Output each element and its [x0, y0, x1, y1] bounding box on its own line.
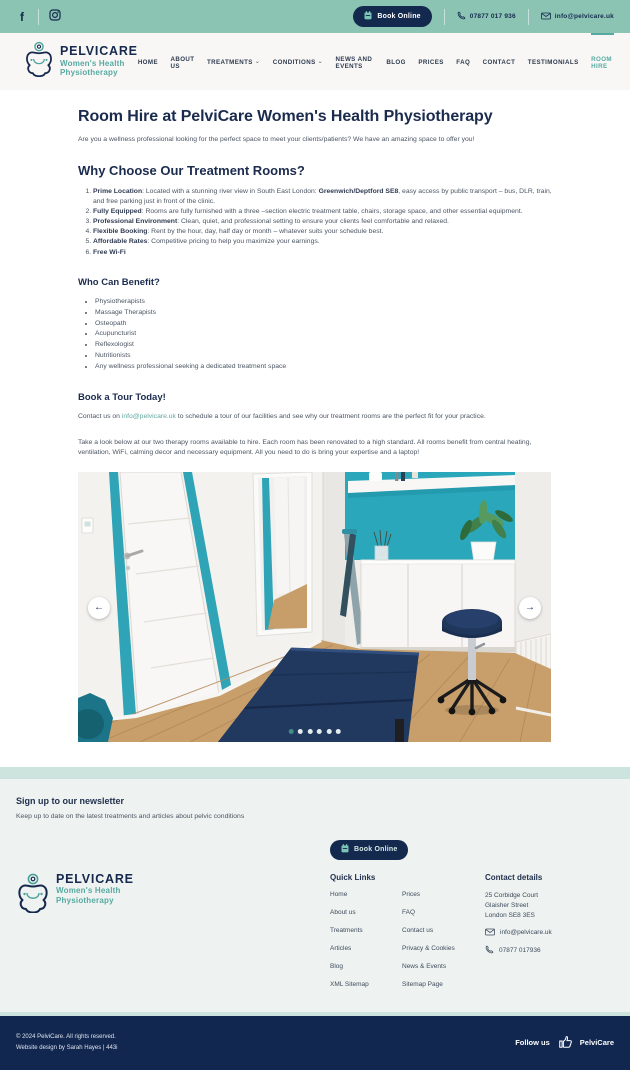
carousel-dot[interactable]	[326, 729, 331, 734]
carousel-dot[interactable]	[298, 729, 303, 734]
nav-item-prices[interactable]: PRICES	[418, 59, 444, 66]
carousel-dots	[288, 729, 341, 734]
phone-icon	[457, 11, 466, 22]
nav-item-news-and-events[interactable]: NEWS AND EVENTS	[335, 55, 373, 70]
footer-link-home[interactable]: Home	[330, 890, 348, 898]
carousel-dot[interactable]	[317, 729, 322, 734]
footer-link-about-us[interactable]: About us	[330, 908, 356, 916]
phone-icon	[485, 945, 494, 956]
nav-item-about-us[interactable]: ABOUT US	[170, 55, 195, 70]
footer-book-online-button[interactable]	[330, 840, 408, 860]
footer-logo	[16, 873, 330, 1000]
footer-link-privacy-cookies[interactable]: Privacy & Cookies	[402, 944, 455, 952]
envelope-icon	[485, 928, 495, 938]
instagram-icon[interactable]	[49, 8, 61, 26]
benefits-list	[78, 297, 552, 373]
quick-links-heading: Quick Links	[330, 872, 376, 882]
chevron-down-icon: ⌄	[254, 59, 261, 65]
list-item: • Any wellness professional seeking a dedicated treatment space	[95, 362, 552, 373]
reasons-list	[78, 187, 552, 258]
why-choose-heading: Why Choose Our Treatment Rooms?	[78, 162, 305, 178]
nav-item-home[interactable]: HOME	[137, 59, 158, 66]
room-photo	[78, 472, 551, 742]
brand-tagline-1: Women's Health	[56, 886, 121, 896]
list-item: 4. Flexible Booking: Rent by the hour, day, half day or month – whatever suits your schedule best.	[93, 227, 552, 237]
pelvicare-logo-icon	[16, 873, 50, 1000]
divider	[528, 9, 529, 25]
nav-item-faq[interactable]: FAQ	[456, 59, 471, 66]
envelope-icon	[541, 12, 551, 22]
take-look-paragraph: Take a look below at our two therapy rooms available to hire. Each room has been renovated to a high standard. All rooms benefit from central heating, ventilation, WiFi, calming decor and necessary equipment. All you need to do is bring your expertise and a laptop!	[78, 438, 532, 457]
list-item: • Reflexologist	[95, 340, 552, 351]
carousel-prev-button[interactable]: ←	[88, 597, 110, 619]
footer-link-prices[interactable]: Prices	[402, 890, 421, 898]
list-item: 5. Affordable Rates: Competitive pricing to help you maximize your earnings.	[93, 237, 552, 247]
quick-links-col-2	[402, 891, 472, 1000]
bottom-brand-label[interactable]: PelviCare	[579, 1038, 614, 1048]
nav-item-testimonials[interactable]: TESTIMONIALS	[527, 59, 579, 66]
footer-book-online-label: Book Online	[354, 846, 398, 854]
tour-paragraph: Contact us on info@pelvicare.uk to schedule a tour of our facilities and see why our treatment rooms are the perfect fit for your practice.	[78, 412, 486, 420]
divider	[38, 9, 39, 25]
email-link[interactable]: info@pelvicare.uk	[121, 412, 176, 420]
book-online-button[interactable]	[353, 6, 431, 27]
address: 25 Corbidge Court Glaisher Street London SE8 3ES	[485, 891, 539, 919]
footer	[0, 779, 630, 1012]
footer-link-xml-sitemap[interactable]: XML Sitemap	[330, 981, 369, 989]
carousel-dot[interactable]	[288, 729, 293, 734]
top-bar	[0, 0, 630, 33]
room-carousel	[78, 472, 551, 742]
topbar-email-address: info@pelvicare.uk	[554, 13, 614, 20]
list-item: • Physiotherapists	[95, 297, 552, 308]
brand-name: PELVICARE	[56, 871, 134, 886]
brand-tagline-2: Physiotherapy	[60, 68, 118, 78]
footer-email-address: info@pelvicare.uk	[500, 929, 552, 937]
footer-contact	[485, 873, 614, 1000]
carousel-next-button[interactable]: →	[519, 597, 541, 619]
facebook-icon[interactable]: f	[20, 9, 24, 24]
list-item: 1. Prime Location: Located with a stunning river view in South East London: Greenwich/Deptford SE8, easy access by public transport – bus, DLR, train, and free parking just in front of the clinic.	[93, 187, 552, 207]
topbar-phone[interactable]	[457, 11, 516, 22]
footer-quick-links	[330, 873, 485, 1000]
topbar-phone-number: 07877 017 936	[469, 13, 516, 20]
footer-link-contact-us[interactable]: Contact us	[402, 926, 434, 934]
footer-link-sitemap-page[interactable]: Sitemap Page	[402, 981, 443, 989]
brand-tagline-1: Women's Health	[60, 59, 125, 69]
list-item: 3. Professional Environment: Clean, quiet, and professional setting to ensure your clients feel comfortable and relaxed.	[93, 217, 552, 227]
carousel-dot[interactable]	[307, 729, 312, 734]
intro-paragraph: Are you a wellness professional looking for the perfect space to meet your clients/patients? We have an amazing space to offer you!	[78, 136, 475, 143]
nav-item-conditions[interactable]: CONDITIONS ⌄	[272, 59, 324, 66]
who-can-benefit-heading: Who Can Benefit?	[78, 276, 160, 288]
follow-us-label: Follow us	[515, 1038, 550, 1048]
footer-email[interactable]	[485, 928, 614, 938]
newsletter-heading: Sign up to our newsletter	[16, 795, 125, 806]
list-item: 6. Free Wi-Fi	[93, 248, 552, 258]
calendar-icon	[341, 844, 349, 855]
footer-link-articles[interactable]: Articles	[330, 944, 352, 952]
site-logo[interactable]	[24, 33, 138, 90]
nav-item-contact[interactable]: CONTACT	[482, 59, 516, 66]
divider-strip	[0, 767, 630, 779]
list-item: • Osteopath	[95, 319, 552, 330]
page-title: Room Hire at PelviCare Women's Health Physiotherapy	[78, 108, 493, 125]
nav-item-blog[interactable]: BLOG	[386, 59, 406, 66]
footer-phone[interactable]	[485, 945, 614, 956]
brand-tagline-2: Physiotherapy	[56, 895, 114, 905]
main-header	[0, 33, 630, 90]
footer-link-faq[interactable]: FAQ	[402, 908, 416, 916]
nav-item-treatments[interactable]: TREATMENTS ⌄	[206, 59, 261, 66]
calendar-icon	[364, 11, 372, 22]
social-icons	[16, 8, 61, 26]
copyright-text: © 2024 PelviCare. All rights reserved.	[16, 1034, 116, 1041]
newsletter-text: Keep up to date on the latest treatments and articles about pelvic conditions	[16, 812, 245, 820]
chevron-down-icon: ⌄	[317, 59, 324, 65]
pelvicare-logo-icon	[24, 41, 54, 82]
list-item: • Massage Therapists	[95, 308, 552, 319]
footer-link-blog[interactable]: Blog	[330, 963, 344, 971]
footer-phone-number: 07877 017936	[499, 946, 541, 954]
topbar-email[interactable]	[541, 12, 614, 22]
carousel-dot[interactable]	[336, 729, 341, 734]
list-item: 2. Fully Equipped: Rooms are fully furnished with a three –section electric treatment table, chairs, storage space, and other essential equipment.	[93, 207, 552, 217]
contact-details-heading: Contact details	[485, 872, 543, 882]
nav-item-room-hire[interactable]: ROOM HIRE	[591, 33, 614, 90]
main-nav	[138, 33, 614, 90]
list-item: • Acupuncturist	[95, 329, 552, 340]
book-online-label: Book Online	[377, 13, 421, 20]
book-tour-heading: Book a Tour Today!	[78, 391, 166, 403]
footer-link-news-events[interactable]: News & Events	[402, 963, 447, 971]
credit-text: Website design by Sarah Hayes | 443i	[16, 1044, 118, 1051]
divider	[444, 9, 445, 25]
brand-name: PELVICARE	[60, 44, 138, 59]
footer-link-treatments[interactable]: Treatments	[330, 926, 363, 934]
list-item: • Nutritionists	[95, 351, 552, 362]
quick-links-col-1	[330, 891, 402, 1000]
main-content	[78, 90, 552, 742]
